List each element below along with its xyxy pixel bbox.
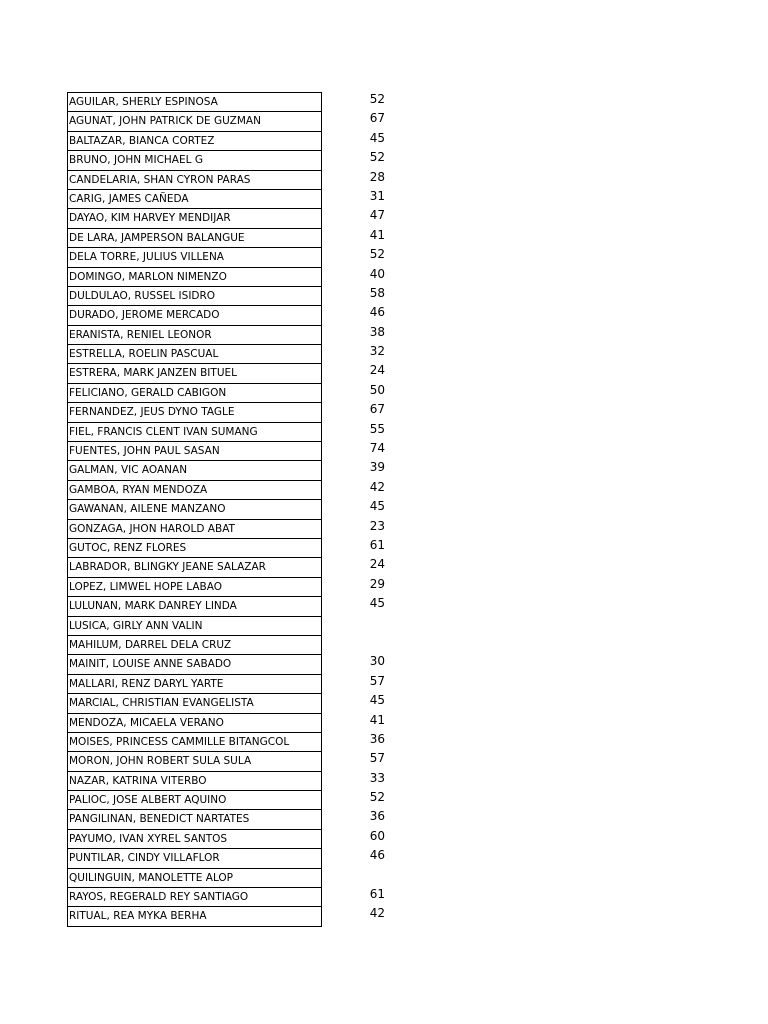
score-cell: 74	[369, 441, 385, 456]
student-name-cell: QUILINGUIN, MANOLETTE ALOP	[67, 868, 322, 887]
score-cell: 39	[369, 460, 385, 475]
score-cell: 67	[369, 111, 385, 126]
score-cell: 30	[369, 654, 385, 669]
score-cell: 42	[369, 906, 385, 921]
score-cell: 45	[369, 499, 385, 514]
score-cell	[350, 614, 385, 633]
score-sheet	[0, 92, 768, 926]
student-name-cell: MENDOZA, MICAELA VERANO	[67, 713, 322, 732]
student-name-cell: ESTRERA, MARK JANZEN BITUEL	[67, 363, 322, 382]
student-name-cell: DE LARA, JAMPERSON BALANGUE	[67, 228, 322, 247]
student-name-cell: DOMINGO, MARLON NIMENZO	[67, 267, 322, 286]
student-name-cell: DULDULAO, RUSSEL ISIDRO	[67, 286, 322, 305]
student-name-cell: MORON, JOHN ROBERT SULA SULA	[67, 751, 322, 770]
student-name-cell: AGUNAT, JOHN PATRICK DE GUZMAN	[67, 111, 322, 130]
student-name-cell: FUENTES, JOHN PAUL SASAN	[67, 441, 322, 460]
student-name-cell: MALLARI, RENZ DARYL YARTE	[67, 674, 322, 693]
student-name-cell: ERANISTA, RENIEL LEONOR	[67, 325, 322, 344]
student-name-cell: DURADO, JEROME MERCADO	[67, 305, 322, 324]
student-name-cell: FELICIANO, GERALD CABIGON	[67, 383, 322, 402]
score-cell: 52	[369, 790, 385, 805]
student-name-cell: GAWANAN, AILENE MANZANO	[67, 499, 322, 518]
student-name-cell: MARCIAL, CHRISTIAN EVANGELISTA	[67, 693, 322, 712]
student-name-cell: PAYUMO, IVAN XYREL SANTOS	[67, 829, 322, 848]
score-cell	[350, 633, 385, 652]
student-name-cell: BALTAZAR, BIANCA CORTEZ	[67, 131, 322, 150]
student-name-cell: GALMAN, VIC AOANAN	[67, 460, 322, 479]
score-cell: 41	[369, 227, 385, 242]
score-cell: 57	[369, 751, 385, 766]
score-cell: 45	[369, 693, 385, 708]
score-cell: 28	[369, 169, 385, 184]
student-name-cell: LABRADOR, BLINGKY JEANE SALAZAR	[67, 557, 322, 576]
score-cell: 55	[369, 421, 385, 436]
score-cell: 45	[369, 130, 385, 145]
student-name-cell: PANGILINAN, BENEDICT NARTATES	[67, 809, 322, 828]
score-cell: 40	[369, 266, 385, 281]
score-cell: 57	[369, 673, 385, 688]
student-name-cell: CARIG, JAMES CAÑEDA	[67, 189, 322, 208]
student-name-cell: CANDELARIA, SHAN CYRON PARAS	[67, 170, 322, 189]
score-cell: 29	[369, 576, 385, 591]
student-name-cell: LUSICA, GIRLY ANN VALIN	[67, 616, 322, 635]
student-name-cell: RAYOS, REGERALD REY SANTIAGO	[67, 887, 322, 906]
student-name-cell: LOPEZ, LIMWEL HOPE LABAO	[67, 577, 322, 596]
score-cell: 42	[369, 479, 385, 494]
student-name-cell: MAHILUM, DARREL DELA CRUZ	[67, 635, 322, 654]
student-name-cell: GONZAGA, JHON HAROLD ABAT	[67, 519, 322, 538]
score-cell	[350, 866, 385, 885]
score-cell: 61	[369, 537, 385, 552]
score-cell: 47	[369, 208, 385, 223]
score-cell: 46	[369, 305, 385, 320]
score-cell: 58	[369, 285, 385, 300]
score-cell: 36	[369, 809, 385, 824]
score-cell: 23	[369, 518, 385, 533]
score-cell: 50	[369, 382, 385, 397]
student-name-cell: GUTOC, RENZ FLORES	[67, 538, 322, 557]
score-cell: 52	[369, 92, 385, 106]
score-cell: 24	[369, 363, 385, 378]
score-cell: 33	[369, 770, 385, 785]
score-cell: 52	[369, 150, 385, 165]
student-name-cell: FIEL, FRANCIS CLENT IVAN SUMANG	[67, 422, 322, 441]
score-cell: 46	[369, 848, 385, 863]
student-name-cell: LULUNAN, MARK DANREY LINDA	[67, 596, 322, 615]
score-cell: 31	[369, 188, 385, 203]
score-cell: 36	[369, 731, 385, 746]
student-name-cell: PALIOC, JOSE ALBERT AQUINO	[67, 790, 322, 809]
student-name-cell: MAINIT, LOUISE ANNE SABADO	[67, 654, 322, 673]
score-cell: 38	[369, 324, 385, 339]
score-cell: 32	[369, 344, 385, 359]
student-name-cell: NAZAR, KATRINA VITERBO	[67, 771, 322, 790]
table-row	[0, 906, 768, 925]
student-name-cell: BRUNO, JOHN MICHAEL G	[67, 150, 322, 169]
student-name-cell: AGUILAR, SHERLY ESPINOSA	[67, 92, 322, 111]
score-cell: 45	[369, 596, 385, 611]
score-cell: 61	[369, 887, 385, 902]
student-name-cell: RITUAL, REA MYKA BERHA	[67, 906, 322, 926]
score-cell: 60	[369, 828, 385, 843]
student-name-cell: DELA TORRE, JULIUS VILLENA	[67, 247, 322, 266]
student-name-cell: ESTRELLA, ROELIN PASCUAL	[67, 344, 322, 363]
score-cell: 24	[369, 557, 385, 572]
student-name-cell: FERNANDEZ, JEUS DYNO TAGLE	[67, 402, 322, 421]
student-name-cell: DAYAO, KIM HARVEY MENDIJAR	[67, 208, 322, 227]
score-cell: 52	[369, 247, 385, 262]
score-cell: 41	[369, 712, 385, 727]
score-cell: 67	[369, 402, 385, 417]
student-name-cell: PUNTILAR, CINDY VILLAFLOR	[67, 848, 322, 867]
student-name-cell: MOISES, PRINCESS CAMMILLE BITANGCOL	[67, 732, 322, 751]
student-name-cell: GAMBOA, RYAN MENDOZA	[67, 480, 322, 499]
